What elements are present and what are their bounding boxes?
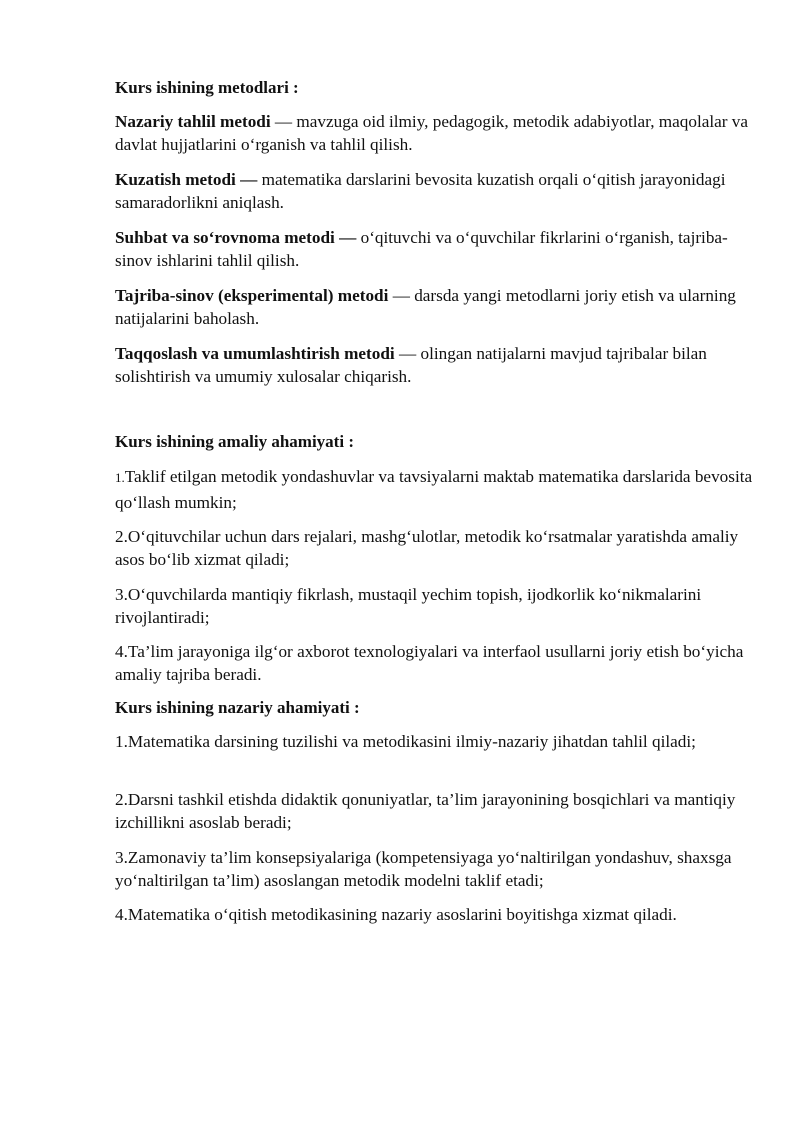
method-text: — mavzuga oid ilmiy, pedagogik, metodik adabiyotlar, maqolalar va davlat hujjatlarini o‘rganish va tahlil qilish. bbox=[115, 112, 749, 154]
method-term: Tajriba-sinov (eksperimental) metodi bbox=[115, 286, 389, 305]
item-text: Matematika darsining tuzilishi va metodikasini ilmiy-nazariy jihatdan tahlil qiladi; bbox=[127, 732, 696, 751]
theoretical-item-3 bbox=[115, 846, 755, 892]
practical-item-3 bbox=[115, 583, 755, 629]
theoretical-item-1 bbox=[115, 730, 755, 753]
method-item-1 bbox=[115, 110, 755, 156]
method-item-5 bbox=[115, 342, 755, 388]
method-item-3 bbox=[115, 226, 755, 272]
method-term: Taqqoslash va umumlashtirish metodi bbox=[115, 344, 395, 363]
method-term: Kuzatish metodi — bbox=[115, 170, 258, 189]
method-text: — olingan natijalarni mavjud tajribalar bilan solishtirish va umumiy xulosalar chiqarish. bbox=[115, 344, 707, 386]
item-number: 4. bbox=[115, 642, 128, 661]
item-text: Ta’lim jarayoniga ilg‘or axborot texnologiyalari va interfaol usullarni joriy etish bo‘yicha amaliy tajriba beradi. bbox=[115, 642, 744, 684]
theoretical-item-2 bbox=[115, 788, 755, 834]
item-number: 2. bbox=[115, 790, 128, 809]
item-text: O‘quvchilarda mantiqiy fikrlash, mustaqil yechim topish, ijodkorlik ko‘nikmalarini rivojlantiradi; bbox=[115, 585, 702, 627]
item-text: Zamonaviy ta’lim konsepsiyalariga (kompetensiyaga yo‘naltirilgan yondashuv, shaxsga yo‘naltirilgan ta’lim) asoslangan metodik modelni taklif etadi; bbox=[115, 848, 732, 890]
method-text: matematika darslarini bevosita kuzatish orqali o‘qitish jarayonidagi samaradorlikni aniqlash. bbox=[115, 170, 726, 212]
item-number: 3. bbox=[115, 585, 128, 604]
theoretical-item-4 bbox=[115, 903, 765, 926]
methods-heading: Kurs ishining metodlari : bbox=[115, 78, 299, 97]
practical-item-2 bbox=[115, 525, 755, 571]
item-number: 2. bbox=[115, 527, 128, 546]
item-number: 3. bbox=[115, 848, 128, 867]
item-text: O‘qituvchilar uchun dars rejalari, mashg‘ulotlar, metodik ko‘rsatmalar yaratishda amaliy asos bo‘lib xizmat qiladi; bbox=[115, 527, 739, 569]
item-number: 1. bbox=[115, 732, 128, 751]
method-item-2 bbox=[115, 168, 755, 214]
practical-heading: Kurs ishining amaliy ahamiyati : bbox=[115, 432, 354, 451]
method-item-4 bbox=[115, 284, 755, 330]
method-text: o‘qituvchi va o‘quvchilar fikrlarini o‘rganish, tajriba-sinov ishlarini tahlil qilish. bbox=[115, 228, 728, 270]
practical-item-4 bbox=[115, 640, 755, 686]
method-text: — darsda yangi metodlarni joriy etish va ularning natijalarini baholash. bbox=[115, 286, 736, 328]
practical-item-1 bbox=[115, 464, 755, 515]
method-term: Nazariy tahlil metodi bbox=[115, 112, 271, 131]
item-text: Matematika o‘qitish metodikasining nazariy asoslarini boyitishga xizmat qiladi. bbox=[127, 905, 677, 924]
item-text: Taklif etilgan metodik yondashuvlar va tavsiyalarni maktab matematika darslarida bevosita qo‘llash mumkin; bbox=[115, 467, 753, 512]
item-number: 1. bbox=[115, 470, 125, 485]
item-number: 4. bbox=[115, 905, 128, 924]
item-text: Darsni tashkil etishda didaktik qonuniyatlar, ta’lim jarayonining bosqichlari va mantiqiy izchillikni asoslab beradi; bbox=[115, 790, 736, 832]
method-term: Suhbat va so‘rovnoma metodi — bbox=[115, 228, 357, 247]
theoretical-heading: Kurs ishining nazariy ahamiyati : bbox=[115, 698, 360, 717]
